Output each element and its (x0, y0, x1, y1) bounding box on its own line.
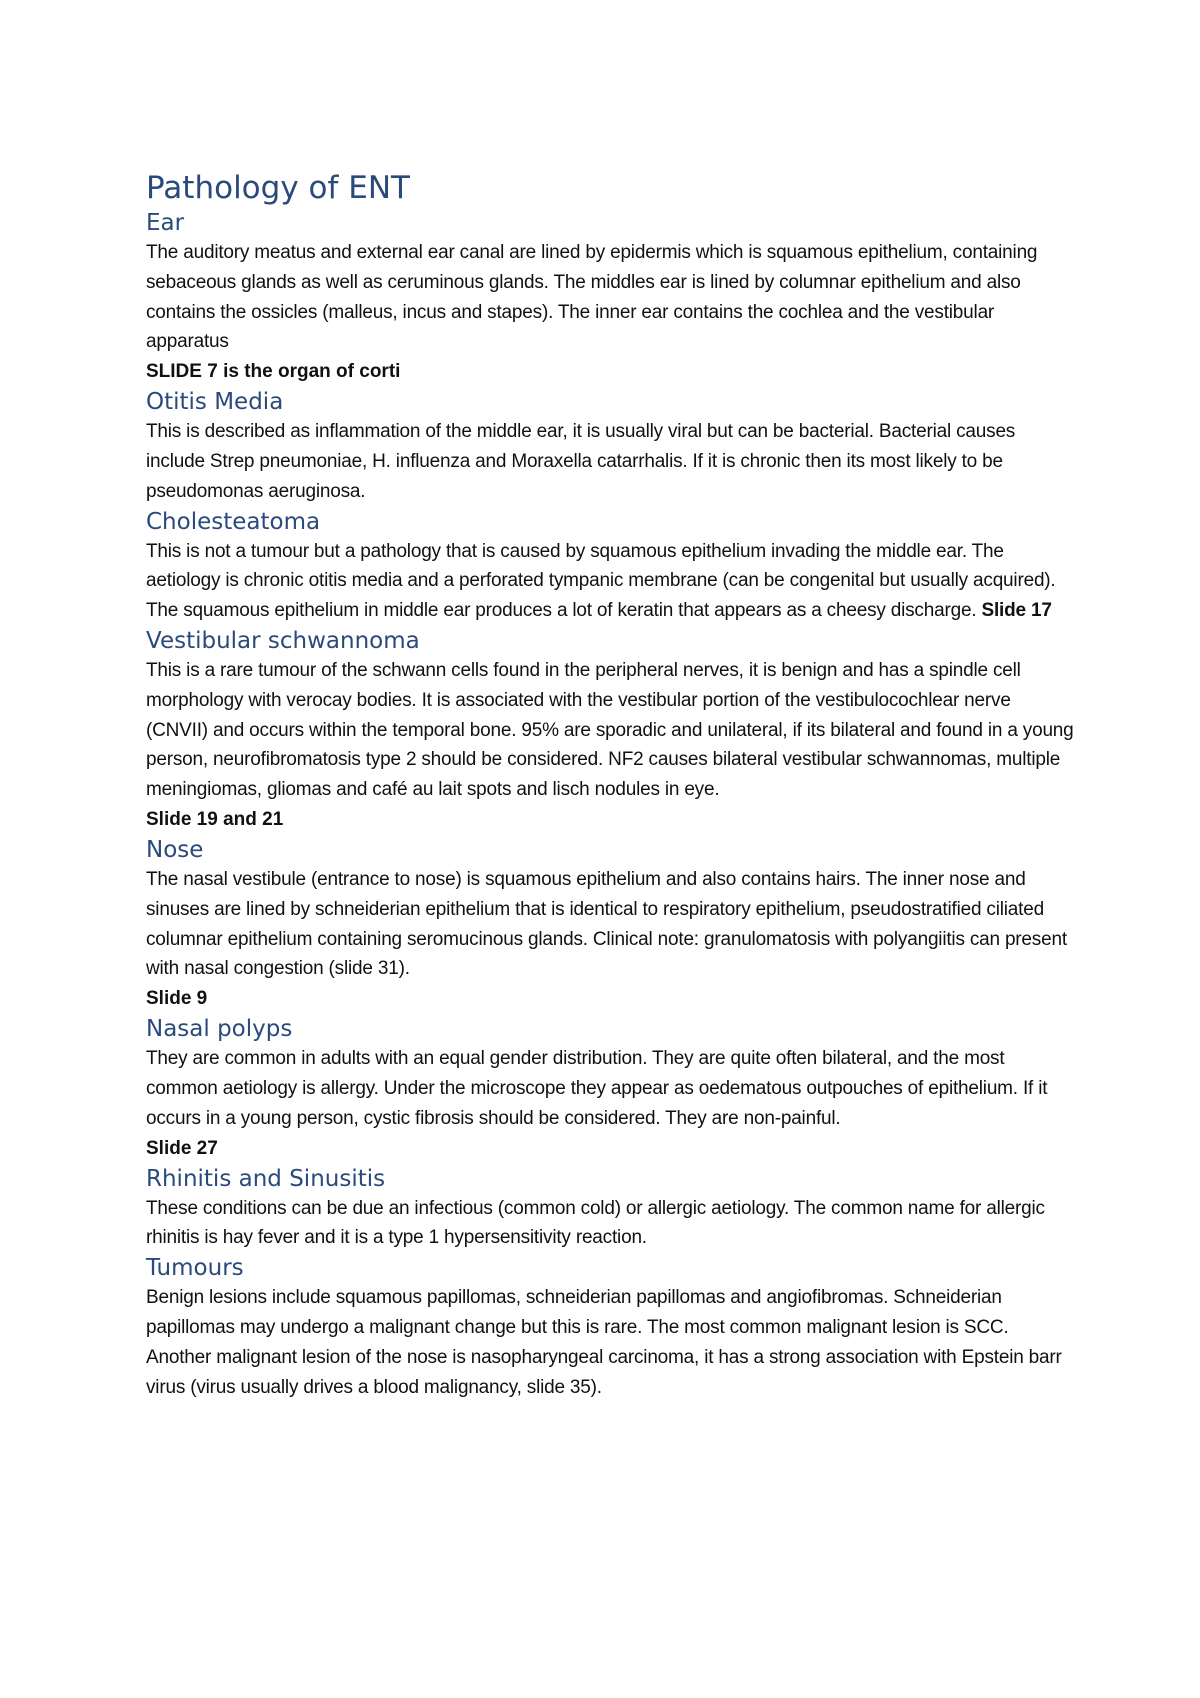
paragraph-tumours: Benign lesions include squamous papillomas, schneiderian papillomas and angiofibromas. Schneiderian papillomas may undergo a malignant change but this is rare. The most common malignant lesion is SCC. Another malignant lesion of the nose is nasopharyngeal carcinoma, it has a strong association with Epstein barr virus (virus usually drives a blood malignancy, slide 35). (146, 1287, 1062, 1398)
heading-otitis-media: Otitis Media (146, 389, 284, 416)
document-page (146, 168, 1076, 1402)
heading-vestibular-schwannoma: Vestibular schwannoma (146, 627, 420, 654)
heading-tumours: Tumours (146, 1255, 244, 1282)
paragraph-ear: The auditory meatus and external ear canal are lined by epidermis which is squamous epithelium, containing sebaceous glands as well as ceruminous glands. The middles ear is lined by columnar epithelium and also contains the ossicles (malleus, incus and stapes). The inner ear contains the cochlea and the vestibular apparatus (146, 242, 1038, 353)
heading-nasal-polyps: Nasal polyps (146, 1016, 293, 1043)
page-title: Pathology of ENT (146, 170, 410, 206)
paragraph-cholesteatoma (146, 537, 1076, 626)
note-slide-9: Slide 9 (146, 988, 208, 1010)
paragraph-otitis-media: This is described as inflammation of the middle ear, it is usually viral but can be bacterial. Bacterial causes include Strep pneumoniae, H. influenza and Moraxella catarrhalis. If it is chronic then its most likely to be pseudomonas aeruginosa. (146, 421, 1016, 502)
note-slide-17: Slide 17 (981, 600, 1052, 622)
note-slide-27: Slide 27 (146, 1137, 218, 1159)
paragraph-nose: The nasal vestibule (entrance to nose) is squamous epithelium and also contains hairs. The inner nose and sinuses are lined by schneiderian epithelium that is identical to respiratory epithelium, pseudostratified ciliated columnar epithelium containing seromucinous glands. Clinical note: granulomatosis with polyangiitis can present with nasal congestion (slide 31). (146, 868, 1067, 980)
paragraph-cholesteatoma-text: This is not a tumour but a pathology that is caused by squamous epithelium invading the middle ear. The aetiology is chronic otitis media and a perforated tympanic membrane (can be congenital but usually acquired). The squamous epithelium in middle ear produces a lot of keratin that appears as a cheesy discharge. (146, 540, 1056, 622)
note-slide-19-21: Slide 19 and 21 (146, 808, 284, 830)
paragraph-vestibular-schwannoma: This is a rare tumour of the schwann cells found in the peripheral nerves, it is benign and has a spindle cell morphology with verocay bodies. It is associated with the vestibular portion of the vestibulocochlear nerve (CNVII) and occurs within the temporal bone. 95% are sporadic and unilateral, if its bilateral and found in a young person, neurofibromatosis type 2 should be considered. NF2 causes bilateral vestibular schwannomas, multiple meningiomas, gliomas and café au lait spots and lisch nodules in eye. (146, 659, 1074, 801)
paragraph-rhinitis-sinusitis: These conditions can be due an infectious (common cold) or allergic aetiology. The common name for allergic rhinitis is hay fever and it is a type 1 hypersensitivity reaction. (146, 1197, 1045, 1249)
paragraph-nasal-polyps: They are common in adults with an equal gender distribution. They are quite often bilateral, and the most common aetiology is allergy. Under the microscope they appear as oedematous outpouches of epithelium. If it occurs in a young person, cystic fibrosis should be considered. They are non-painful. (146, 1048, 1048, 1129)
note-slide-7: SLIDE 7 is the organ of corti (146, 361, 401, 383)
heading-rhinitis-sinusitis: Rhinitis and Sinusitis (146, 1165, 386, 1192)
heading-ear: Ear (146, 210, 185, 236)
heading-nose: Nose (146, 836, 204, 863)
heading-cholesteatoma: Cholesteatoma (146, 508, 321, 535)
